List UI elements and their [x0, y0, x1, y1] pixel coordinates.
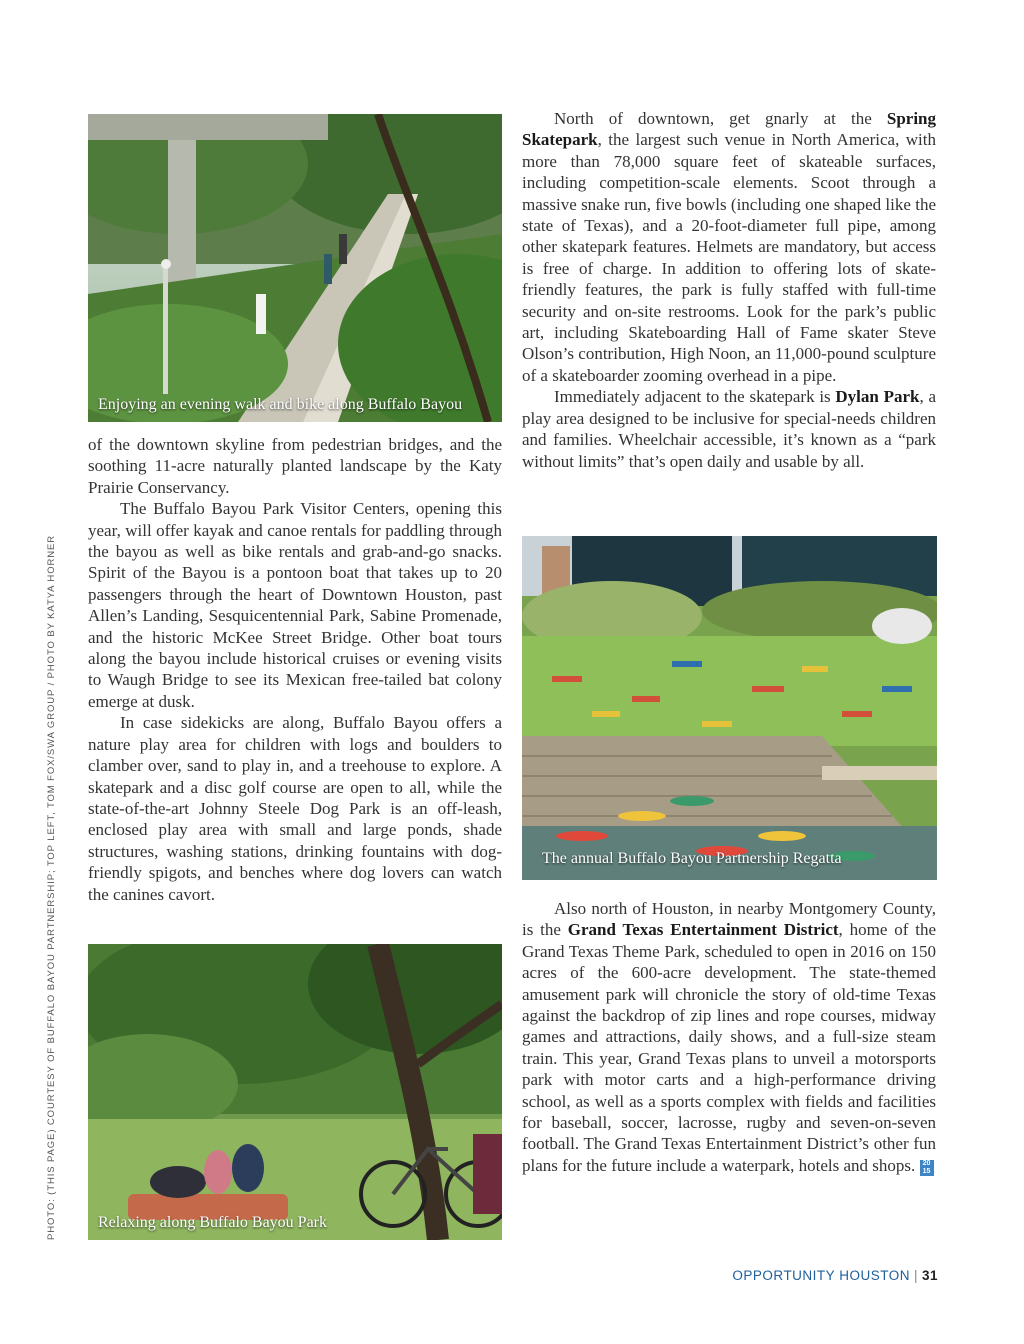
end-mark-icon: 20 15: [920, 1160, 934, 1176]
left-paragraph-2: The Buffalo Bayou Park Visitor Centers, opening this year, will offer kayak and canoe rentals for paddling through the bayou as well as bike rentals and grab-and-go snacks. Spirit of the Bayou is a pontoon boat that takes up to 20 passengers through the heart of Downtown Houston, past Allen’s Landing, Sesquicentennial Park, Sabine Promenade, and the historic McKee Street Bridge. Other boat tours along the bayou include historical cruises or evening visits to Waugh Bridge to see its Mexican free-tailed bat colony emerge at dusk.: [88, 499, 502, 711]
photo-credit: PHOTO: (THIS PAGE) COURTESY OF BUFFALO BAYOU PARTNERSHIP; TOP LEFT, TOM FOX/SWA GROUP / PHOTO BY KATYA HORNER: [46, 535, 57, 1240]
page-footer: [732, 1268, 938, 1283]
right-paragraph-1: [522, 108, 936, 386]
photo-bayou-path-image: [88, 114, 502, 422]
photo-relaxing-park-caption: Relaxing along Buffalo Bayou Park: [98, 1214, 327, 1231]
page-number: 31: [921, 1268, 938, 1283]
photo-bayou-path: [88, 114, 502, 422]
left-column-text: [88, 434, 502, 905]
photo-bayou-path-caption: Enjoying an evening walk and bike along Buffalo Bayou: [98, 396, 463, 413]
right-column-text-bottom: [522, 898, 936, 1176]
photo-regatta: [522, 536, 937, 880]
dylan-park-name: Dylan Park: [835, 387, 920, 407]
right-paragraph-2-post: , a play area designed to be inclusive for special-needs children and families. Wheelchair accessible, it’s known as a “park without limits” that’s open daily and usable by all.: [522, 387, 936, 471]
photo-regatta-image: [522, 536, 937, 880]
left-paragraph-3: In case sidekicks are along, Buffalo Bayou offers a nature play area for children with logs and boulders to clamber over, sand to play in, and a treehouse to explore. A skatepark and a disc golf course are open to all, while the state-of-the-art Johnny Steele Dog Park is an off-leash, enclosed play area with small and large ponds, shade structures, washing stations, drinking fountains with dog-friendly spigots, and benches where dog lovers can watch the canines cavort.: [88, 713, 502, 904]
right-paragraph-3: [522, 898, 936, 1176]
left-paragraph-1: of the downtown skyline from pedestrian bridges, and the soothing 11-acre naturally planted landscape by the Katy Prairie Conservancy.: [88, 435, 502, 497]
right-paragraph-3-post: , home of the Grand Texas Theme Park, scheduled to open in 2016 on 150 acres of the 600-acre development. The state-themed amusement park will chronicle the story of old-time Texas against the backdrop of zip lines and rope courses, midway games and attractions, daily shows, and a full-size steam train. This year, Grand Texas plans to unveil a motorsports park with motor carts and a high-performance driving school, as well as a sports complex with fields and facilities for baseball, soccer, lacrosse, rugby and seven-on-seven football. The Grand Texas Entertainment District’s other fun plans for the future include a waterpark, hotels and shops.: [522, 920, 936, 1175]
right-paragraph-3-pre: Also north of Houston, in nearby Montgomery County, is the: [522, 899, 936, 940]
grand-texas-name: Grand Texas Entertainment District: [567, 920, 839, 940]
right-column-text-top: [522, 108, 936, 472]
photo-relaxing-park-image: [88, 944, 502, 1240]
publication-name: OPPORTUNITY HOUSTON: [732, 1268, 910, 1283]
footer-separator: |: [913, 1268, 918, 1283]
right-paragraph-2-pre: Immediately adjacent to the skatepark is: [554, 387, 836, 407]
photo-relaxing-park: [88, 944, 502, 1240]
spring-skatepark-name: Spring Skatepark: [522, 109, 936, 150]
right-paragraph-1-post: , the largest such venue in North America, with more than 78,000 square feet of skateable surfaces, including competition-scale elements. Scoot through a massive snake run, five bowls (including one shaped like the state of Texas), and a 20-foot-diameter full pipe, among other skatepark features. Helmets are mandatory, but access is free of charge. In addition to offering lots of skate-friendly features, the park is fully staffed with full-time security and on-site restrooms. Look for the park’s public art, including Skateboarding Hall of Fame skater Steve Olson’s contribution, High Noon, an 11,000-pound sculpture of a skateboarder zooming overhead in a pipe.: [522, 130, 936, 385]
photo-regatta-caption: The annual Buffalo Bayou Partnership Regatta: [542, 850, 842, 867]
right-paragraph-2: [522, 386, 936, 472]
right-paragraph-1-pre: North of downtown, get gnarly at the: [554, 109, 887, 128]
